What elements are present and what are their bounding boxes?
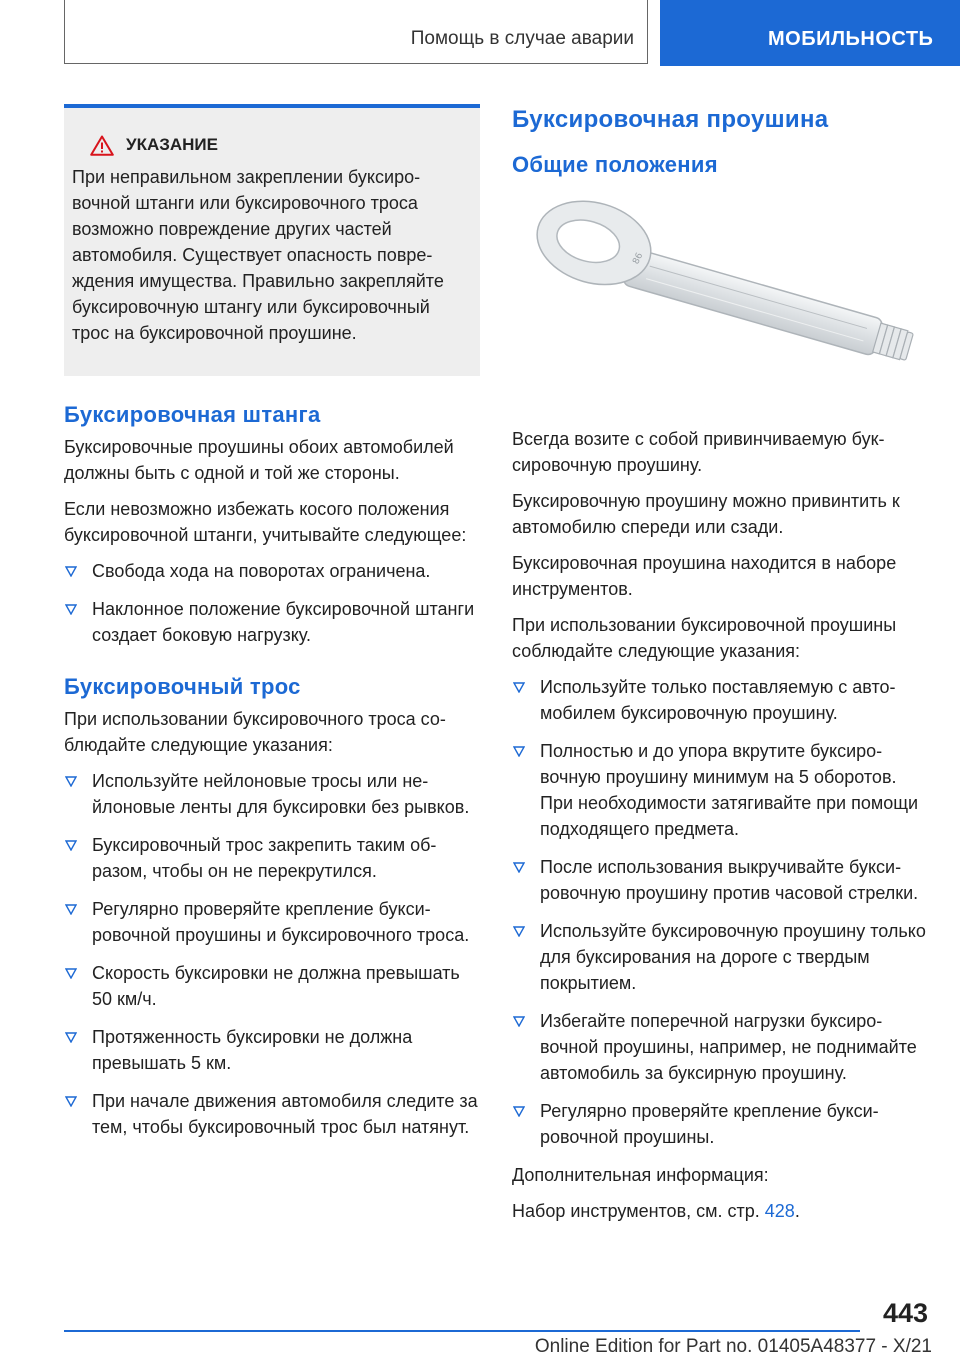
triangle-bullet-icon <box>513 746 525 757</box>
list-item <box>64 960 480 1012</box>
list-item-text: Избегайте поперечной нагрузки буксировочной проушины, например, не поднимайте автомобиль за буксирную проушину. <box>540 1011 917 1083</box>
tow-eye-heading: Буксировочная проушина <box>512 106 829 133</box>
triangle-bullet-icon <box>513 1016 525 1027</box>
list-item <box>512 1098 928 1150</box>
list-item-text: Полностью и до упора вкрутите буксировочную проушину минимум на 5 оборотов. При необходимости затягивайте при помощи подходящего предмета. <box>540 741 919 839</box>
tow-bar-paragraph-1: Буксировочные проушины обоих автомобилей должны быть с одной и той же стороны. <box>64 437 454 483</box>
list-item <box>512 1008 928 1086</box>
triangle-bullet-icon <box>65 604 77 615</box>
footer-edition: Online Edition for Part no. 01405A48377 - X/21 <box>534 1336 932 1357</box>
triangle-bullet-icon <box>65 1096 77 1107</box>
list-item-text: Свобода хода на поворотах ограничена. <box>92 561 431 581</box>
warning-triangle-icon <box>90 135 114 156</box>
triangle-bullet-icon <box>513 926 525 937</box>
warning-title-row <box>72 132 470 158</box>
tow-eye-paragraph-1: Всегда возите с собой привинчиваемую буксировочную проушину. <box>512 429 885 475</box>
list-item <box>64 896 480 948</box>
tow-eye-marking: 86 <box>631 251 646 267</box>
list-item <box>512 854 928 906</box>
tow-eye-paragraph-4: При использовании буксировочной проушины соблюдайте следующие указания: <box>512 615 897 661</box>
tow-rope-paragraph: При использовании буксировочного троса соблюдайте следующие указания: <box>64 709 446 755</box>
page-number: 443 <box>882 1298 928 1328</box>
tow-eye-illustration <box>512 184 928 414</box>
warning-title: УКАЗАНИЕ <box>126 135 218 154</box>
list-item-text: Регулярно проверяйте крепление буксировочной проушины. <box>540 1101 879 1147</box>
triangle-bullet-icon <box>65 776 77 787</box>
tow-eye-paragraph-3: Буксировочная проушина находится в наборе инструментов. <box>512 553 897 599</box>
list-item-text: Буксировочный трос закрепить таким образом, чтобы он не перекрутился. <box>92 835 437 881</box>
tow-bar-list <box>64 558 480 648</box>
triangle-bullet-icon <box>65 840 77 851</box>
list-item <box>64 768 480 820</box>
header-section-title: Помощь в случае аварии <box>410 28 634 49</box>
footer-divider <box>64 1330 860 1332</box>
list-item <box>512 918 928 996</box>
right-column <box>512 104 928 1234</box>
warning-text: При неправильном закреплении буксировочной штанги или буксировочного троса возможно повреждение других частей автомобиля. Существует опасность повреждения имущества. Правильно закрепляйте буксировочную штангу или буксировочный трос на буксировочной проушине. <box>72 167 444 343</box>
tow-eye-list <box>512 674 928 1150</box>
list-item <box>64 1024 480 1076</box>
more-info-label: Дополнительная информация: <box>512 1165 769 1185</box>
list-item-text: Регулярно проверяйте крепление буксировочной проушины и буксировочного троса. <box>92 899 470 945</box>
list-item-text: Используйте нейлоновые тросы или нейлоновые ленты для буксировки без рывков. <box>92 771 470 817</box>
more-info-end: . <box>794 1201 800 1221</box>
list-item <box>64 832 480 884</box>
list-item-text: Используйте только поставляемую с автомобилем буксировочную проушину. <box>540 677 896 723</box>
list-item-text: Наклонное положение буксировочной штанги создает боковую нагрузку. <box>92 599 475 645</box>
list-item-text: После использования выкручивайте буксировочную проушину против часовой стрелки. <box>540 857 919 903</box>
triangle-bullet-icon <box>65 1032 77 1043</box>
triangle-bullet-icon <box>513 1106 525 1117</box>
list-item <box>512 738 928 842</box>
tow-eye-paragraph-2: Буксировочную проушину можно привинтить к автомобилю спереди или сзади. <box>512 491 900 537</box>
tow-rope-list <box>64 768 480 1140</box>
triangle-bullet-icon <box>65 904 77 915</box>
triangle-bullet-icon <box>513 682 525 693</box>
page-header <box>0 0 960 66</box>
triangle-bullet-icon <box>513 862 525 873</box>
header-chapter-tab[interactable]: МОБИЛЬНОСТЬ <box>660 0 960 66</box>
warning-box <box>64 104 480 376</box>
list-item-text: Протяженность буксировки не должна превышать 5 км. <box>92 1027 413 1073</box>
list-item-text: Используйте буксировочную проушину только для буксирования на дороге с твердым покрытием. <box>540 921 926 993</box>
tow-eye-subheading: Общие положения <box>512 152 718 177</box>
list-item <box>64 1088 480 1140</box>
list-item <box>64 596 480 648</box>
tow-bar-heading: Буксировочная штанга <box>64 402 321 427</box>
left-column <box>64 104 480 1152</box>
list-item-text: При начале движения автомобиля следите за тем, чтобы буксировочный трос был натянут. <box>92 1091 478 1137</box>
list-item <box>64 558 480 584</box>
triangle-bullet-icon <box>65 968 77 979</box>
list-item <box>512 674 928 726</box>
page-reference-link[interactable]: 428 <box>764 1201 795 1221</box>
tow-rope-heading: Буксировочный трос <box>64 674 301 699</box>
tow-eye-figure <box>512 184 928 414</box>
tow-bar-paragraph-2: Если невозможно избежать косого положения буксировочной штанги, учитывайте следующее: <box>64 499 467 545</box>
list-item-text: Скорость буксировки не должна превышать 50 км/ч. <box>92 963 460 1009</box>
more-info-text: Набор инструментов, см. стр. <box>512 1201 765 1221</box>
more-info-reference <box>512 1198 928 1224</box>
triangle-bullet-icon <box>65 566 77 577</box>
